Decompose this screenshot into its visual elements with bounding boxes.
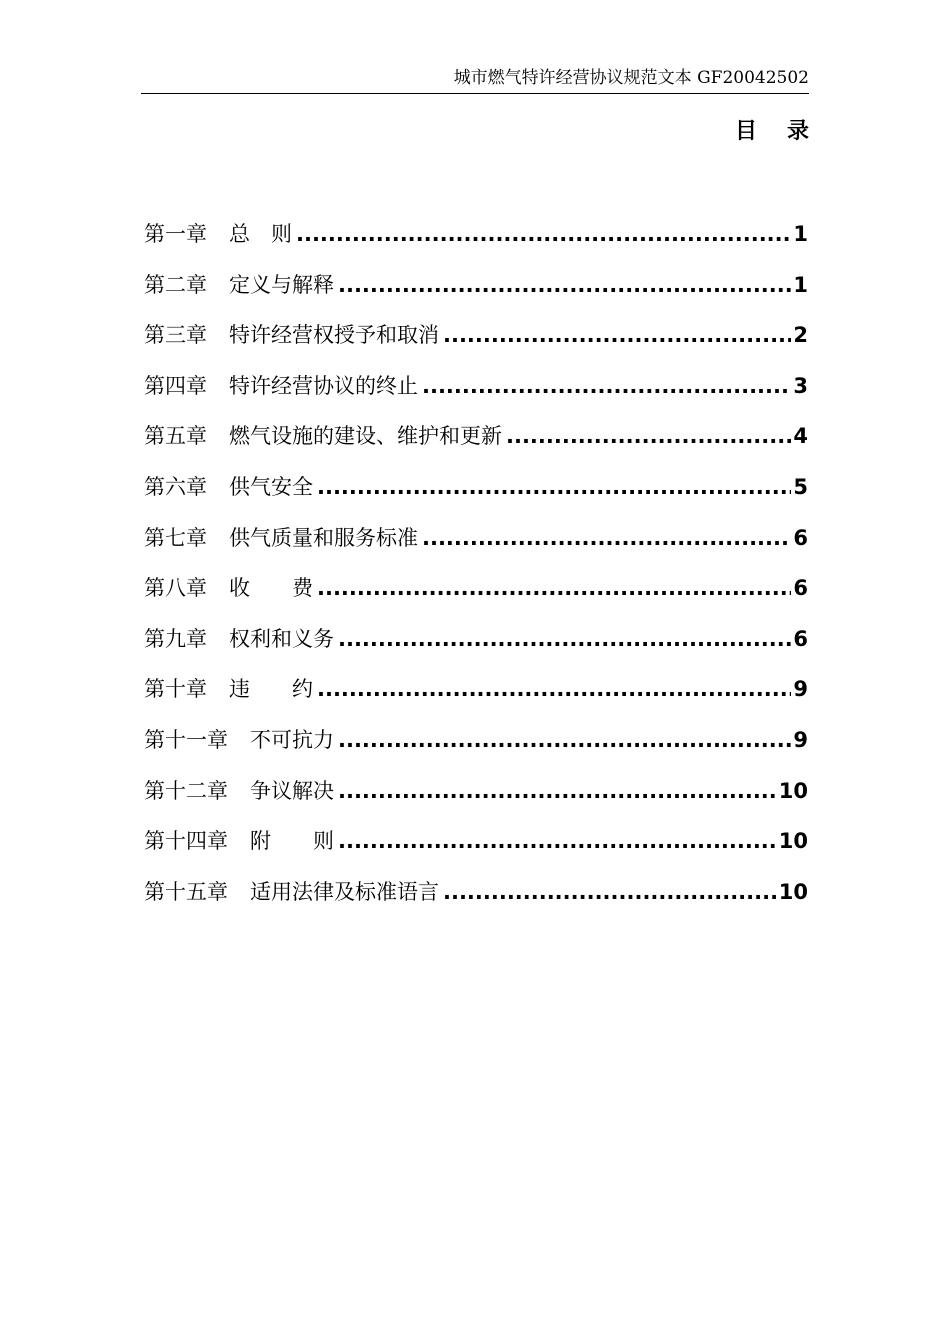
toc-page-number: 6 [793,525,808,550]
toc-chapter-number: 第十二章 [144,778,228,803]
toc-chapter-heading: 定义与解释 [229,272,334,297]
table-of-contents [144,213,808,921]
toc-dot-leader [338,264,791,306]
toc-page-number: 3 [793,373,808,398]
toc-chapter-number: 第九章 [144,626,207,651]
toc-chapter-heading: 适用法律及标准语言 [250,879,439,904]
running-header [141,62,809,94]
toc-chapter-heading: 供气质量和服务标准 [229,525,418,550]
toc-chapter-heading: 不可抗力 [250,727,334,752]
toc-page-number: 5 [793,474,808,499]
toc-dot-leader [338,719,791,761]
toc-dot-leader [443,314,791,356]
toc-chapter-heading: 特许经营权授予和取消 [229,323,439,348]
toc-dot-leader [317,668,791,710]
toc-chapter-heading: 争议解决 [250,778,334,803]
toc-page-number: 4 [793,424,808,449]
toc-page-number: 10 [778,879,808,904]
toc-dot-leader [338,770,777,812]
toc-dot-leader [422,517,791,559]
toc-chapter-heading: 燃气设施的建设、维护和更新 [229,424,502,449]
toc-entry[interactable] [144,567,808,618]
toc-entry[interactable] [144,264,808,315]
toc-chapter-number: 第七章 [144,525,207,550]
toc-chapter-heading: 附 则 [250,829,334,854]
toc-chapter-number: 第六章 [144,474,207,499]
toc-chapter-number: 第二章 [144,272,207,297]
toc-chapter-number: 第一章 [144,222,207,246]
toc-page-number: 1 [793,222,808,246]
toc-page-number: 9 [793,677,808,702]
toc-dot-leader [338,618,791,660]
toc-dot-leader [317,466,791,508]
toc-entry[interactable] [144,618,808,669]
toc-entry[interactable] [144,365,808,416]
toc-page-number: 1 [793,272,808,297]
toc-dot-leader [296,213,791,255]
toc-chapter-number: 第十章 [144,677,207,702]
toc-chapter-number: 第十五章 [144,879,228,904]
toc-chapter-heading: 总 则 [229,222,292,246]
toc-chapter-number: 第十四章 [144,829,228,854]
toc-chapter-number: 第五章 [144,424,207,449]
toc-page-number: 2 [793,323,808,348]
toc-page-number: 9 [793,727,808,752]
toc-page-number: 6 [793,576,808,601]
toc-chapter-heading: 收 费 [229,576,313,601]
toc-page-number: 10 [778,778,808,803]
toc-page-number: 6 [793,626,808,651]
toc-title: 目录 [734,119,839,144]
toc-chapter-heading: 供气安全 [229,474,313,499]
toc-entry[interactable] [144,719,808,770]
toc-entry[interactable] [144,820,808,871]
toc-chapter-number: 第八章 [144,576,207,601]
toc-page-number: 10 [778,829,808,854]
toc-entry[interactable] [144,770,808,821]
toc-chapter-number: 第四章 [144,373,207,398]
toc-chapter-number: 第三章 [144,323,207,348]
toc-entry[interactable] [144,466,808,517]
toc-entry[interactable] [144,314,808,365]
toc-chapter-heading: 特许经营协议的终止 [229,373,418,398]
toc-entry[interactable] [144,668,808,719]
toc-dot-leader [506,415,791,457]
document-title: 城市燃气特许经营协议规范文本 GF20042502 [453,68,809,88]
toc-dot-leader [443,871,777,913]
toc-dot-leader [338,820,777,862]
toc-dot-leader [317,567,791,609]
toc-entry[interactable] [144,871,808,922]
toc-chapter-heading: 权利和义务 [229,626,334,651]
toc-entry[interactable] [144,517,808,568]
toc-entry[interactable] [144,213,808,264]
toc-entry[interactable] [144,415,808,466]
toc-chapter-heading: 违 约 [229,677,313,702]
toc-dot-leader [422,365,791,407]
toc-chapter-number: 第十一章 [144,727,228,752]
